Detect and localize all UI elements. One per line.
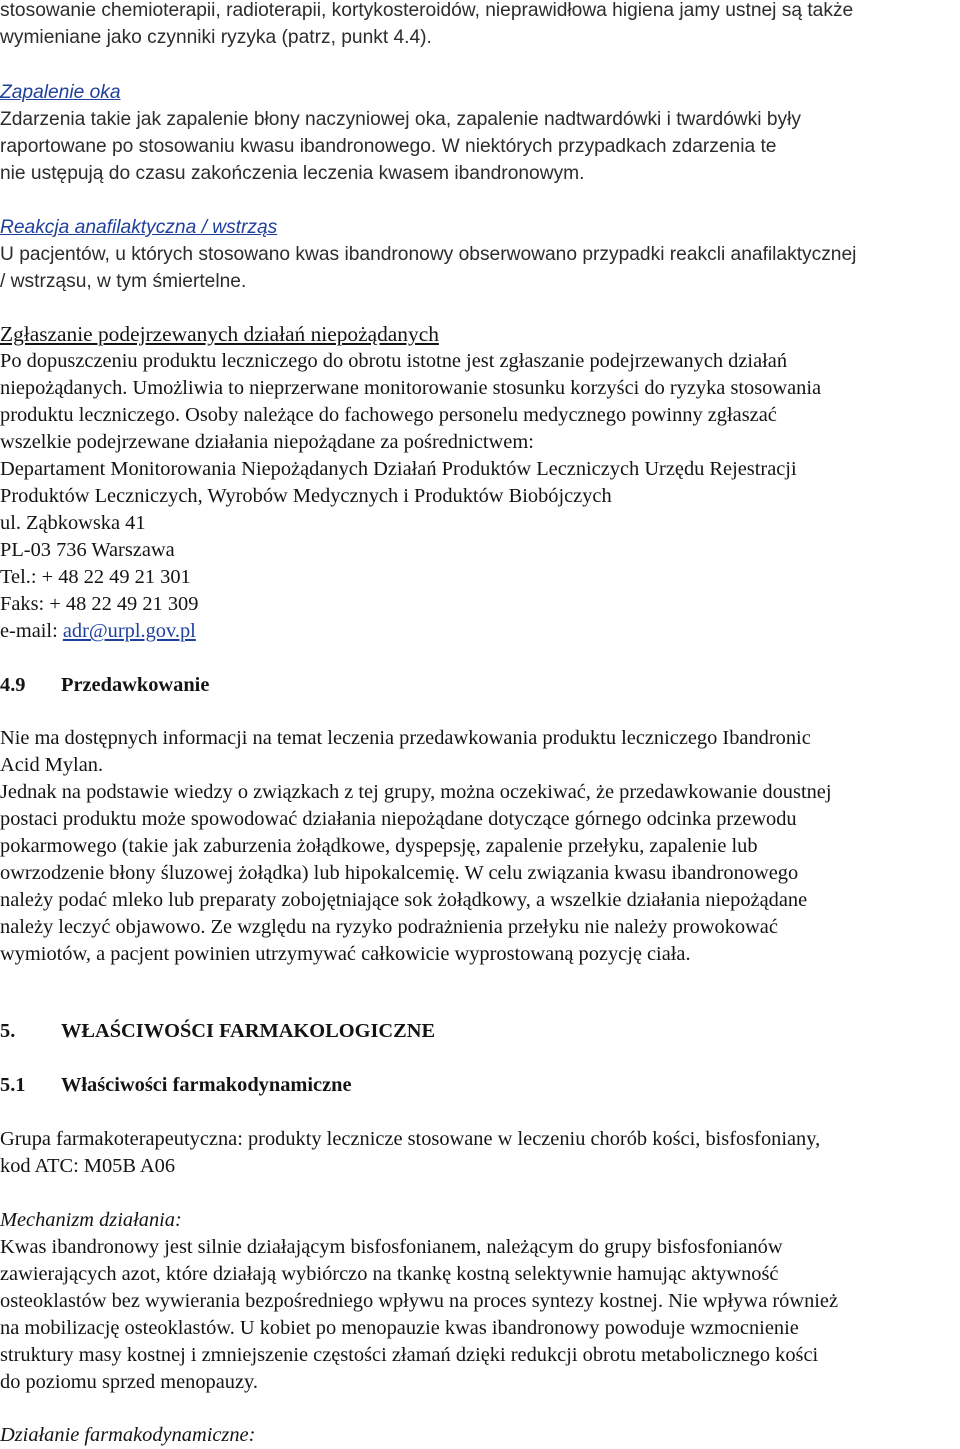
text-line: Grupa farmakoterapeutyczna: produkty lecznicze stosowane w leczeniu chorób kości, bisfosfoniany, (0, 1128, 821, 1150)
text-line: Acid Mylan. (0, 754, 104, 776)
grupa-paragraph (0, 1126, 958, 1180)
dzialanie-section (0, 1422, 958, 1449)
text-line: struktury masy kostnej i zmniejszenie częstości złamań dzięki redukcji obrotu metabolicznego kości (0, 1344, 819, 1366)
zgloszenie-section (0, 321, 958, 645)
text-line: na mobilizację osteoklastów. U kobiet po menopauzie kwas ibandronowy powoduje wzmocnienie (0, 1317, 799, 1339)
text-line: niepożądanych. Umożliwia to nieprzerwane monitorowanie stosunku korzyści do ryzyka stosowania (0, 377, 822, 399)
text-line: Produktów Leczniczych, Wyrobów Medycznych i Produktów Biobójczych (0, 485, 612, 507)
text-line: / wstrząsu, w tym śmiertelne. (0, 271, 247, 292)
text-line: produktu leczniczego. Osoby należące do fachowego personelu medycznego powinny zgłaszać (0, 404, 777, 426)
fax-number: Faks: + 48 22 49 21 309 (0, 593, 199, 615)
text-line: pokarmowego (takie jak zaburzenia żołądkowe, dyspepsję, zapalenie przełyku, zapalenie lub (0, 835, 758, 857)
address-city: PL-03 736 Warszawa (0, 539, 175, 561)
reakcja-section (0, 214, 958, 295)
text-line: należy leczyć objawowo. Ze względu na ryzyko podrażnienia przełyku nie należy prowokować (0, 916, 778, 938)
intro-paragraph (0, 0, 958, 51)
przedawkowanie-paragraph-1 (0, 725, 958, 779)
subsection-title: Działanie farmakodynamiczne: (0, 1424, 256, 1446)
section-number: 4.9 (0, 674, 26, 696)
section-5-heading (0, 1018, 435, 1045)
text-line: Departament Monitorowania Niepożądanych Działań Produktów Leczniczych Urzędu Rejestracji (0, 458, 797, 480)
section-title: Zgłaszanie podejrzewanych działań niepożądanych (0, 322, 439, 346)
text-line: postaci produktu może spowodować działania niepożądane dotyczące górnego odcinka przewodu (0, 808, 797, 830)
address-street: ul. Ząbkowska 41 (0, 512, 146, 534)
phone-number: Tel.: + 48 22 49 21 301 (0, 566, 191, 588)
text-line: kod ATC: M05B A06 (0, 1155, 176, 1177)
text-line: Jednak na podstawie wiedzy o związkach z tej grupy, można oczekiwać, że przedawkowanie doustnej (0, 781, 832, 803)
subsection-title: Mechanizm działania: (0, 1209, 182, 1231)
subsection-title: Reakcja anafilaktyczna / wstrząs (0, 217, 278, 238)
mechanizm-section (0, 1207, 958, 1396)
text-line: Zdarzenia takie jak zapalenie błony naczyniowej oka, zapalenie nadtwardówki i twardówki były (0, 109, 801, 130)
text-line: stosowanie chemioterapii, radioterapii, kortykosteroidów, nieprawidłowa higiena jamy ustnej są także (0, 0, 854, 21)
zapalenie-oka-section (0, 79, 958, 187)
email-link[interactable]: adr@urpl.gov.pl (62, 620, 196, 642)
email-line (0, 618, 958, 645)
section-title: Przedawkowanie (61, 674, 210, 696)
text-line: wymieniane jako czynniki ryzyka (patrz, punkt 4.4). (0, 27, 432, 48)
text-line: Kwas ibandronowy jest silnie działającym bisfosfonianem, należącym do grupy bisfosfonianów (0, 1236, 783, 1258)
text-line: należy podać mleko lub preparaty zobojętniające sok żołądkowy, a wszelkie działania niepożądane (0, 889, 808, 911)
section-5-1-heading (0, 1072, 352, 1099)
text-line: Po dopuszczeniu produktu leczniczego do obrotu istotne jest zgłaszanie podejrzewanych działań (0, 350, 788, 372)
text-line: owrzodzenie błony śluzowej żołądka) lub hipokalcemię. W celu związania kwasu ibandronowego (0, 862, 799, 884)
section-title: WŁAŚCIWOŚCI FARMAKOLOGICZNE (61, 1020, 436, 1042)
text-line: nie ustępują do czasu zakończenia leczenia kwasem ibandronowym. (0, 163, 585, 184)
section-number: 5.1 (0, 1074, 26, 1096)
text-line: U pacjentów, u których stosowano kwas ibandronowy obserwowano przypadki reakcli anafilaktycznej (0, 244, 857, 265)
text-line: raportowane po stosowaniu kwasu ibandronowego. W niektórych przypadkach zdarzenia te (0, 136, 777, 157)
text-line: zawierających azot, które działają wybiórczo na tkankę kostną selektywnie hamując aktywność (0, 1263, 779, 1285)
text-line: wszelkie podejrzewane działania niepożądane za pośrednictwem: (0, 431, 534, 453)
text-line: do poziomu sprzed menopauzy. (0, 1371, 259, 1393)
email-label: e-mail: (0, 620, 63, 642)
text-line: osteoklastów bez wywierania bezpośredniego wpływu na proces syntezy kostnej. Nie wpływa również (0, 1290, 839, 1312)
section-title: Właściwości farmakodynamiczne (61, 1074, 352, 1096)
przedawkowanie-paragraph-2 (0, 779, 958, 968)
section-4-9-heading (0, 672, 209, 699)
section-number: 5. (0, 1020, 16, 1042)
text-line: Nie ma dostępnych informacji na temat leczenia przedawkowania produktu leczniczego Ibandronic (0, 727, 811, 749)
subsection-title: Zapalenie oka (0, 82, 121, 103)
text-line: wymiotów, a pacjent powinien utrzymywać całkowicie wyprostowaną pozycję ciała. (0, 943, 691, 965)
